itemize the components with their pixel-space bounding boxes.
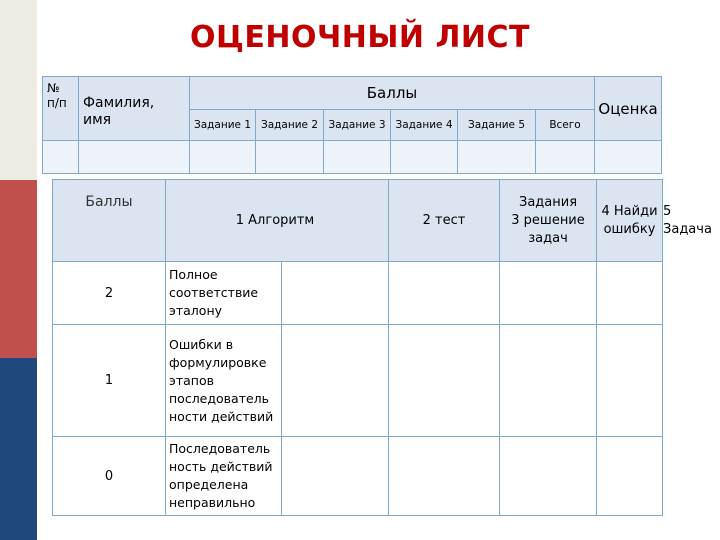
criterion-description: Полное соответствие эталону: [166, 262, 282, 325]
criteria-cell[interactable]: [282, 325, 389, 437]
table-row: [53, 262, 663, 325]
criteria-column-header: 2 тест: [389, 180, 500, 262]
criterion-description: Последователь ность действий определена неправильно: [166, 437, 282, 516]
criteria-cell[interactable]: [597, 325, 663, 437]
task-cell[interactable]: [391, 141, 458, 174]
table-row: [53, 437, 663, 516]
task-header: Задание 1: [190, 110, 256, 141]
criteria-cell[interactable]: [389, 437, 500, 516]
criteria-cell[interactable]: [389, 325, 500, 437]
table-row: [53, 325, 663, 437]
score-value: 1: [53, 325, 166, 437]
criteria-table: Баллы 1 Алгоритм 2 тест Задания 3 решение задач 4 Найди ошибку 5 Задача 2 Полное соответствие эталону 1 Ошибки в формулировке этапов последователь ности действий 0 Последователь ность действий определена неправильно: [52, 179, 663, 516]
task-header: Задание 2: [256, 110, 324, 141]
score-sheet-table: [42, 76, 662, 174]
task-cell[interactable]: [190, 141, 256, 174]
task-header: Задание 3: [324, 110, 391, 141]
criteria-cell[interactable]: [500, 262, 597, 325]
grade-header: Оценка: [595, 77, 662, 141]
score-value: 0: [53, 437, 166, 516]
total-header: Всего: [536, 110, 595, 141]
criteria-column-header: 1 Алгоритм: [166, 180, 389, 262]
decor-strip-blue: [0, 358, 37, 540]
decor-strip-red: [0, 180, 37, 358]
criteria-cell[interactable]: [500, 437, 597, 516]
task-cell[interactable]: [458, 141, 536, 174]
criterion-description: Ошибки в формулировке этапов последователь ности действий: [166, 325, 282, 437]
criteria-cell[interactable]: [282, 262, 389, 325]
total-cell[interactable]: [536, 141, 595, 174]
number-cell[interactable]: [43, 141, 79, 174]
criteria-cell[interactable]: [282, 437, 389, 516]
criteria-balls-header: Баллы: [53, 180, 166, 262]
task-cell[interactable]: [256, 141, 324, 174]
name-header: Фамилия, имя: [79, 77, 190, 141]
task-header: Задание 5: [458, 110, 536, 141]
task-header: Задание 4: [391, 110, 458, 141]
criteria-column-header: Задания 3 решение задач: [500, 180, 597, 262]
balls-header: Баллы: [190, 77, 595, 110]
number-header: № п/п: [43, 77, 79, 141]
score-value: 2: [53, 262, 166, 325]
page-title: ОЦЕНОЧНЫЙ ЛИСТ: [190, 20, 530, 55]
criteria-cell[interactable]: [597, 262, 663, 325]
table-row: [43, 141, 662, 174]
criteria-column-header: 4 Найди ошибку: [597, 180, 663, 262]
criteria-cell[interactable]: [597, 437, 663, 516]
grade-cell[interactable]: [595, 141, 662, 174]
task-cell[interactable]: [324, 141, 391, 174]
name-cell[interactable]: [79, 141, 190, 174]
criteria-cell[interactable]: [500, 325, 597, 437]
criteria-cell[interactable]: [389, 262, 500, 325]
